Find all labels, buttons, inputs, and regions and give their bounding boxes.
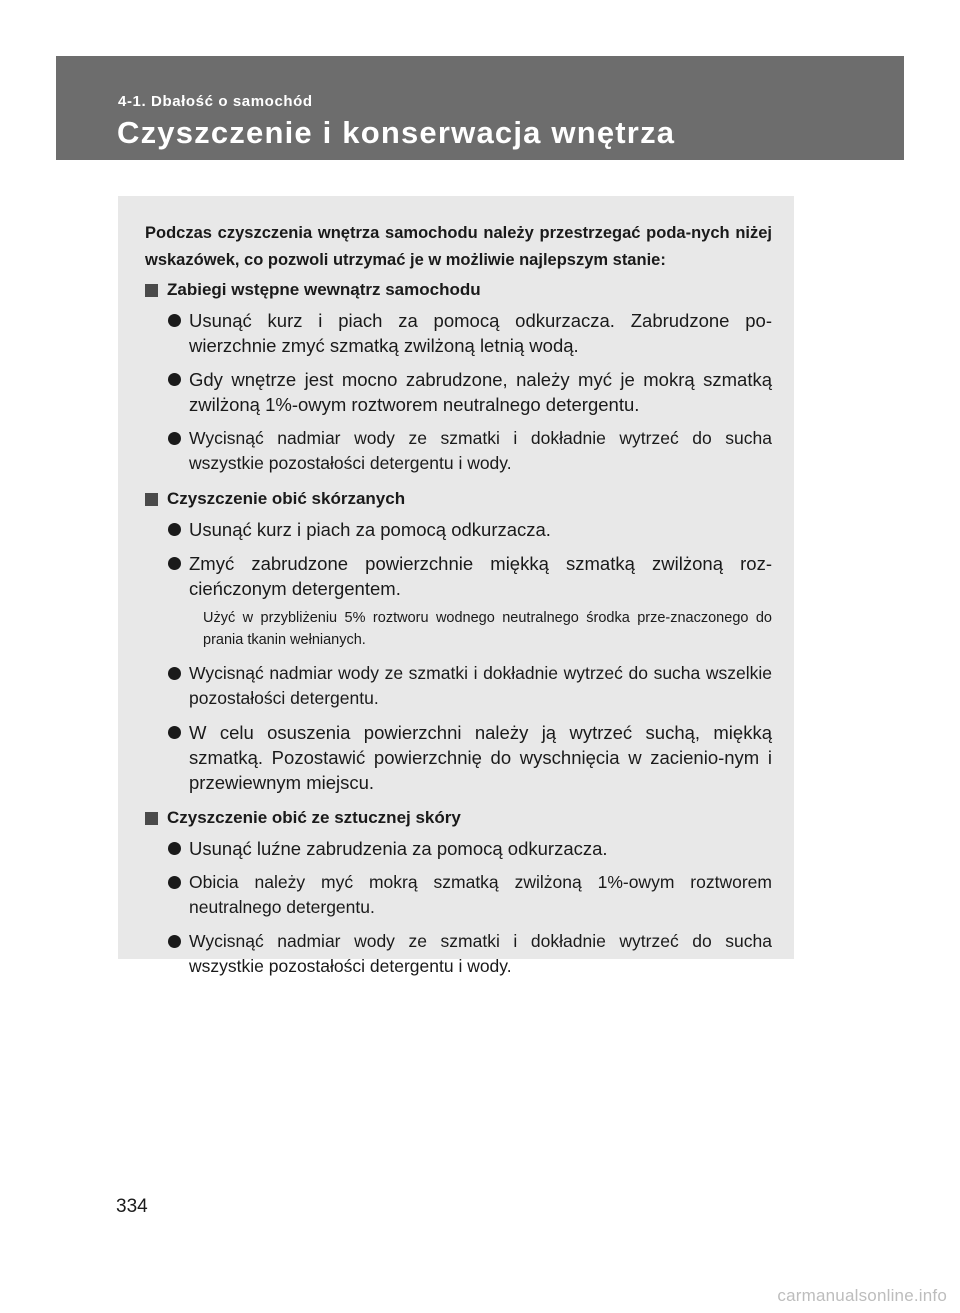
intro-text: Podczas czyszczenia wnętrza samochodu należy przestrzegać poda-nych niżej wskazówek, co pozwoli utrzymać je w możliwie najlepszym stanie:	[145, 224, 772, 269]
round-bullet-icon	[168, 935, 181, 948]
square-bullet-icon	[145, 493, 158, 506]
round-bullet-icon	[168, 523, 181, 536]
section-title: Czyszczenie obić skórzanych	[167, 489, 406, 508]
list-item	[145, 367, 772, 417]
list-item	[145, 836, 772, 861]
list-item-text: Zmyć zabrudzone powierzchnie miękką szmatką zwilżoną roz-cieńczonym detergentem.	[189, 553, 772, 599]
list-item-text: W celu osuszenia powierzchni należy ją wytrzeć suchą, miękką szmatką. Pozostawić powierzchnię do wyschnięcia w zacienio-nym i przewiewnym miejscu.	[189, 722, 772, 793]
list-item-text: Wycisnąć nadmiar wody ze szmatki i dokładnie wytrzeć do sucha wszelkie pozostałości detergentu.	[189, 663, 772, 708]
page-title: Czyszczenie i konserwacja wnętrza	[117, 115, 676, 150]
list-item	[145, 870, 772, 920]
list-item-text: Usunąć kurz i piach za pomocą odkurzacza. Zabrudzone po-wierzchnie zmyć szmatką zwilżoną letnią wodą.	[189, 310, 772, 356]
section-heading-artificial-leather	[145, 804, 772, 832]
section-heading-leather	[145, 485, 772, 513]
square-bullet-icon	[145, 812, 158, 825]
list-item	[145, 720, 772, 795]
list-item-text: Wycisnąć nadmiar wody ze szmatki i dokładnie wytrzeć do sucha wszystkie pozostałości detergentu i wody.	[189, 428, 772, 473]
list-item	[145, 661, 772, 711]
list-item	[145, 551, 772, 601]
round-bullet-icon	[168, 667, 181, 680]
round-bullet-icon	[168, 314, 181, 327]
round-bullet-icon	[168, 557, 181, 570]
list-item-text: Usunąć luźne zabrudzenia za pomocą odkurzacza.	[189, 838, 608, 859]
section-heading-preliminary	[145, 276, 772, 304]
note-text: Użyć w przybliżeniu 5% roztworu wodnego neutralnego środka prze-znaczonego do prania tkanin wełnianych.	[203, 610, 772, 648]
page-number: 334	[116, 1196, 148, 1217]
section-title: Czyszczenie obić ze sztucznej skóry	[167, 808, 461, 827]
watermark-text: carmanualsonline.info	[777, 1286, 947, 1305]
content-panel	[118, 196, 794, 976]
list-item-text: Obicia należy myć mokrą szmatką zwilżoną 1%-owym roztworem neutralnego detergentu.	[189, 872, 772, 917]
round-bullet-icon	[168, 876, 181, 889]
section-title: Zabiegi wstępne wewnątrz samochodu	[167, 280, 481, 299]
page-header	[56, 56, 904, 160]
list-item	[145, 517, 772, 542]
list-item	[145, 929, 772, 979]
list-item-text: Usunąć kurz i piach za pomocą odkurzacza.	[189, 519, 551, 540]
round-bullet-icon	[168, 432, 181, 445]
list-item	[145, 426, 772, 476]
square-bullet-icon	[145, 284, 158, 297]
round-bullet-icon	[168, 373, 181, 386]
list-item	[145, 308, 772, 358]
list-item-text: Wycisnąć nadmiar wody ze szmatki i dokładnie wytrzeć do sucha wszystkie pozostałości detergentu i wody.	[189, 931, 772, 976]
section-label: 4-1. Dbałość o samochód	[118, 93, 313, 110]
round-bullet-icon	[168, 726, 181, 739]
list-item-text: Gdy wnętrze jest mocno zabrudzone, należy myć je mokrą szmatką zwilżoną 1%-owym roztworem neutralnego detergentu.	[189, 369, 772, 415]
round-bullet-icon	[168, 842, 181, 855]
